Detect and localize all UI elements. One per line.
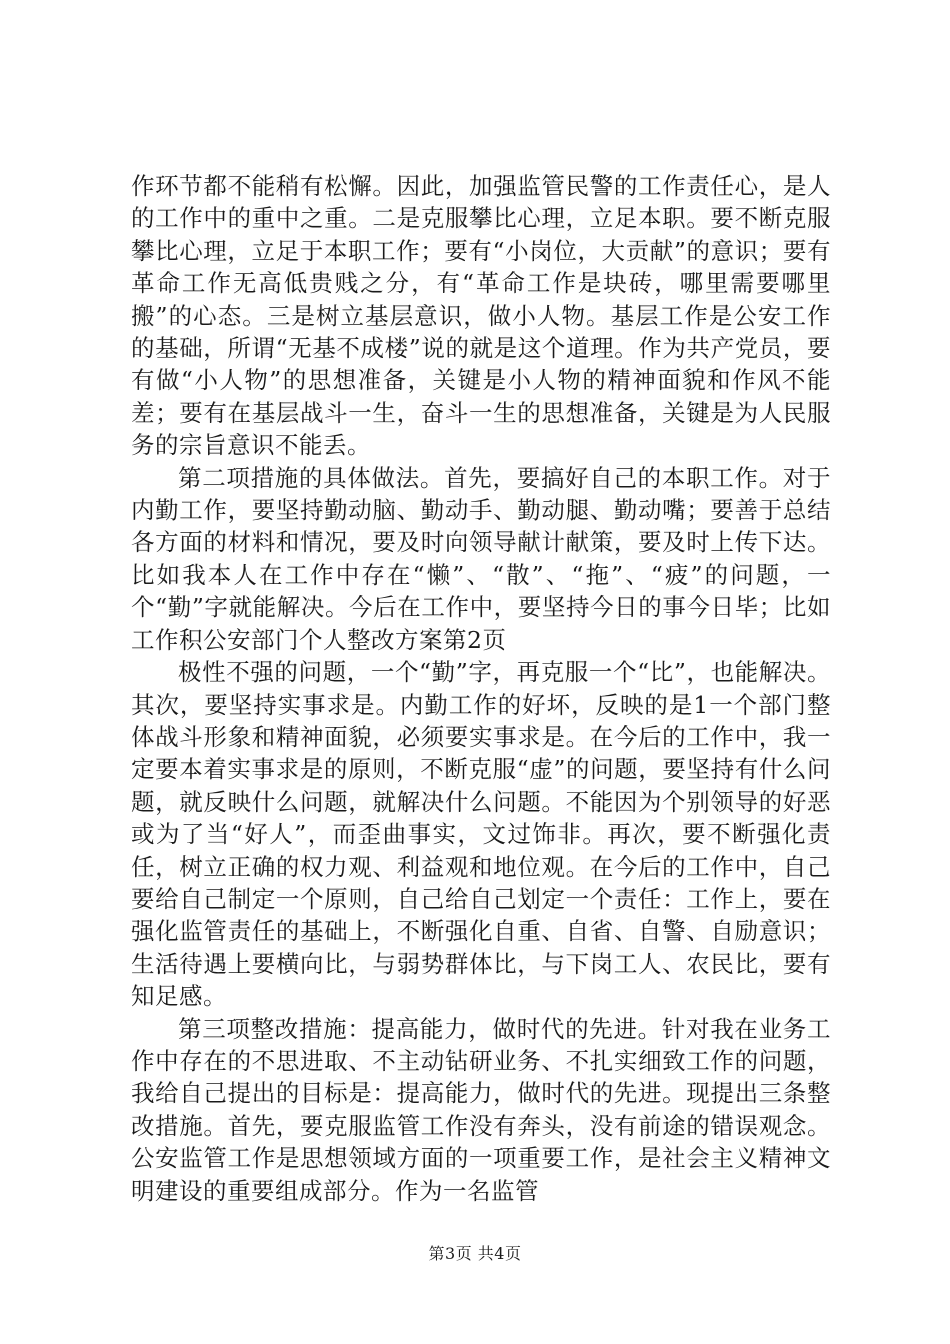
paragraph-1: 作环节都不能稍有松懈。因此，加强监管民警的工作责任心，是人的工作中的重中之重。二是克服攀比心理，立足本职。要不断克服攀比心理，立足于本职工作；要有“小岗位，大贡献”的意识；要有革命工作无高低贵贱之分，有“革命工作是块砖，哪里需要哪里搬”的心态。三是树立基层意识，做小人物。基层工作是公安工作的基础，所谓“无基不成楼”说的就是这个道理。作为共产党员，要有做“小人物”的思想准备，关键是小人物的精神面貌和作风不能差；要有在基层战斗一生，奋斗一生的思想准备，关键是为人民服务的宗旨意识不能丢。 <box>131 172 831 460</box>
paragraph-2: 第二项措施的具体做法。首先，要搞好自己的本职工作。对于内勤工作，要坚持勤动脑、勤动手、勤动腿、勤动嘴；要善于总结各方面的材料和情况，要及时向领导献计献策，要及时上传下达。比如我本人在工作中存在“懒”、“散”、“拖”、“疲”的问题，一个“勤”字就能解决。今后在工作中，要坚持今日的事今日毕；比如工作积公安部门个人整改方案第2页 <box>131 463 831 654</box>
page-number-label: 第3页 共4页 <box>428 1244 522 1263</box>
document-body <box>131 170 831 1207</box>
paragraph-4: 第三项整改措施：提高能力，做时代的先进。针对我在业务工作中存在的不思进取、不主动钻研业务、不扎实细致工作的问题，我给自己提出的目标是：提高能力，做时代的先进。现提出三条整改措施。首先，要克服监管工作没有奔头，没有前途的错误观念。公安监管工作是思想领域方面的一项重要工作，是社会主义精神文明建设的重要组成部分。作为一名监管 <box>131 1014 831 1205</box>
page-footer <box>0 1243 950 1265</box>
paragraph-3: 极性不强的问题，一个“勤”字，再克服一个“比”，也能解决。其次，要坚持实事求是。内勤工作的好坏，反映的是1一个部门整体战斗形象和精神面貌，必须要实事求是。在今后的工作中，我一定要本着实事求是的原则，不断克服“虚”的问题，要坚持有什么问题，就反映什么问题，就解决什么问题。不能因为个别领导的好恶或为了当“好人”，而歪曲事实，文过饰非。再次，要不断强化责任，树立正确的权力观、利益观和地位观。在今后的工作中，自己要给自己制定一个原则，自己给自己划定一个责任：工作上，要在强化监管责任的基础上，不断强化自重、自省、自警、自励意识；生活待遇上要横向比，与弱势群体比，与下岗工人、农民比，要有知足感。 <box>131 658 831 1011</box>
